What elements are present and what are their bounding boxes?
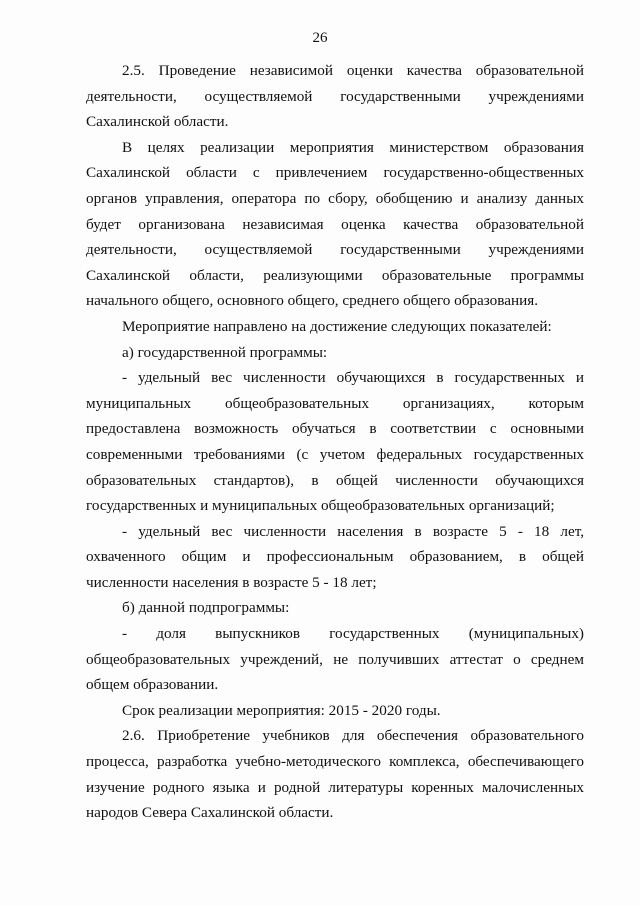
- paragraph-2-5-heading: 2.5. Проведение независимой оценки качества образовательной деятельности, осуществляемой государственными учреждениями Сахалинской области.: [86, 62, 584, 131]
- paragraph-purpose: В целях реализации мероприятия министерством образования Сахалинской области с привлечением государственно-общественных органов управления, оператора по сбору, обобщению и анализу данных будет организована независимая оценка качества образовательной деятельности, осуществляемой государственными учреждениями Сахалинской области, реализующими образовательные программы начального общего, основного общего, среднего общего образования.: [86, 138, 584, 310]
- paragraph-indicator-population-share: - удельный вес численности населения в возрасте 5 - 18 лет, охваченного общим и профессиональным образованием, в общей численности населения в возрасте 5 - 18 лет;: [86, 522, 584, 591]
- paragraph-indicators-intro: Мероприятие направлено на достижение следующих показателей:: [122, 317, 552, 335]
- page-number: 26: [312, 30, 328, 46]
- paragraph-indicator-students-share: - удельный вес численности обучающихся в государственных и муниципальных общеобразовательных организациях, которым предоставлена возможность обучаться в соответствии с основными современными требованиями (с учетом федеральных государственных образовательных стандартов), в общей численности обучающихся государственных и муниципальных общеобразовательных организаций;: [86, 369, 584, 515]
- paragraph-implementation-period: Срок реализации мероприятия: 2015 - 2020 годы.: [122, 701, 441, 719]
- paragraph-indicator-graduates-share: - доля выпускников государственных (муниципальных) общеобразовательных учреждений, не получивших аттестат о среднем общем образовании.: [86, 625, 584, 694]
- paragraph-2-6-heading: 2.6. Приобретение учебников для обеспечения образовательного процесса, разработка учебно-методического комплекса, обеспечивающего изучение родного языка и родной литературы коренных малочисленных народов Севера Сахалинской области.: [86, 727, 584, 822]
- paragraph-subprogram-label: б) данной подпрограммы:: [122, 599, 290, 617]
- document-body: [86, 58, 584, 826]
- paragraph-state-program-label: а) государственной программы:: [122, 343, 328, 361]
